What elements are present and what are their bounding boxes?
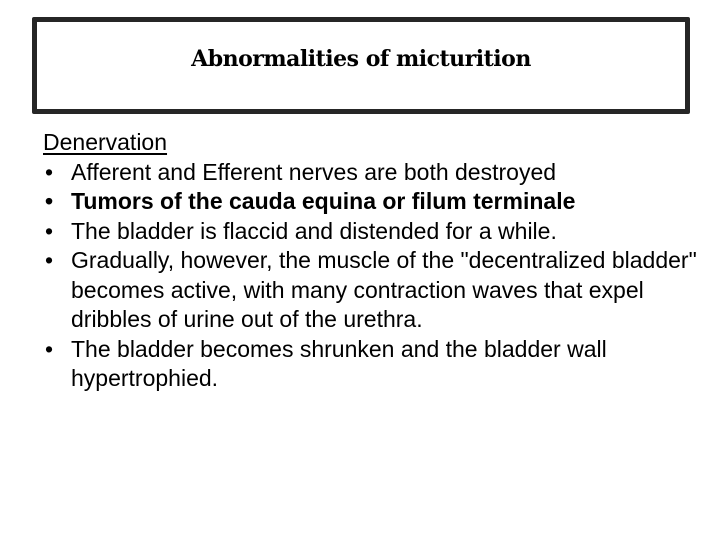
bullet-icon: • (45, 188, 54, 214)
slide-content (43, 128, 703, 394)
bullet-icon: • (45, 247, 54, 273)
title-box (32, 17, 690, 114)
bullet-icon: • (45, 217, 54, 244)
slide-title: Abnormalities of micturition (191, 46, 531, 72)
bullet-text: Tumors of the cauda equina or filum terminale (71, 188, 576, 214)
bullet-text: The bladder is flaccid and distended for a while. (71, 217, 557, 244)
bullet-list (43, 158, 703, 394)
bullet-text: Afferent and Efferent nerves are both destroyed (71, 158, 557, 185)
bullet-icon: • (45, 335, 54, 362)
bullet-item (43, 217, 703, 247)
bullet-item (43, 158, 703, 188)
bullet-icon: • (45, 158, 54, 185)
bullet-item (43, 187, 703, 217)
bullet-text: Gradually, however, the muscle of the "decentralized bladder" becomes active, with many contraction waves that expel dribbles of urine out of the urethra. (71, 247, 697, 332)
bullet-text: The bladder becomes shrunken and the bladder wall hypertrophied. (71, 335, 607, 391)
section-heading: Denervation (43, 129, 168, 155)
bullet-item (43, 335, 703, 394)
bullet-item (43, 246, 703, 335)
